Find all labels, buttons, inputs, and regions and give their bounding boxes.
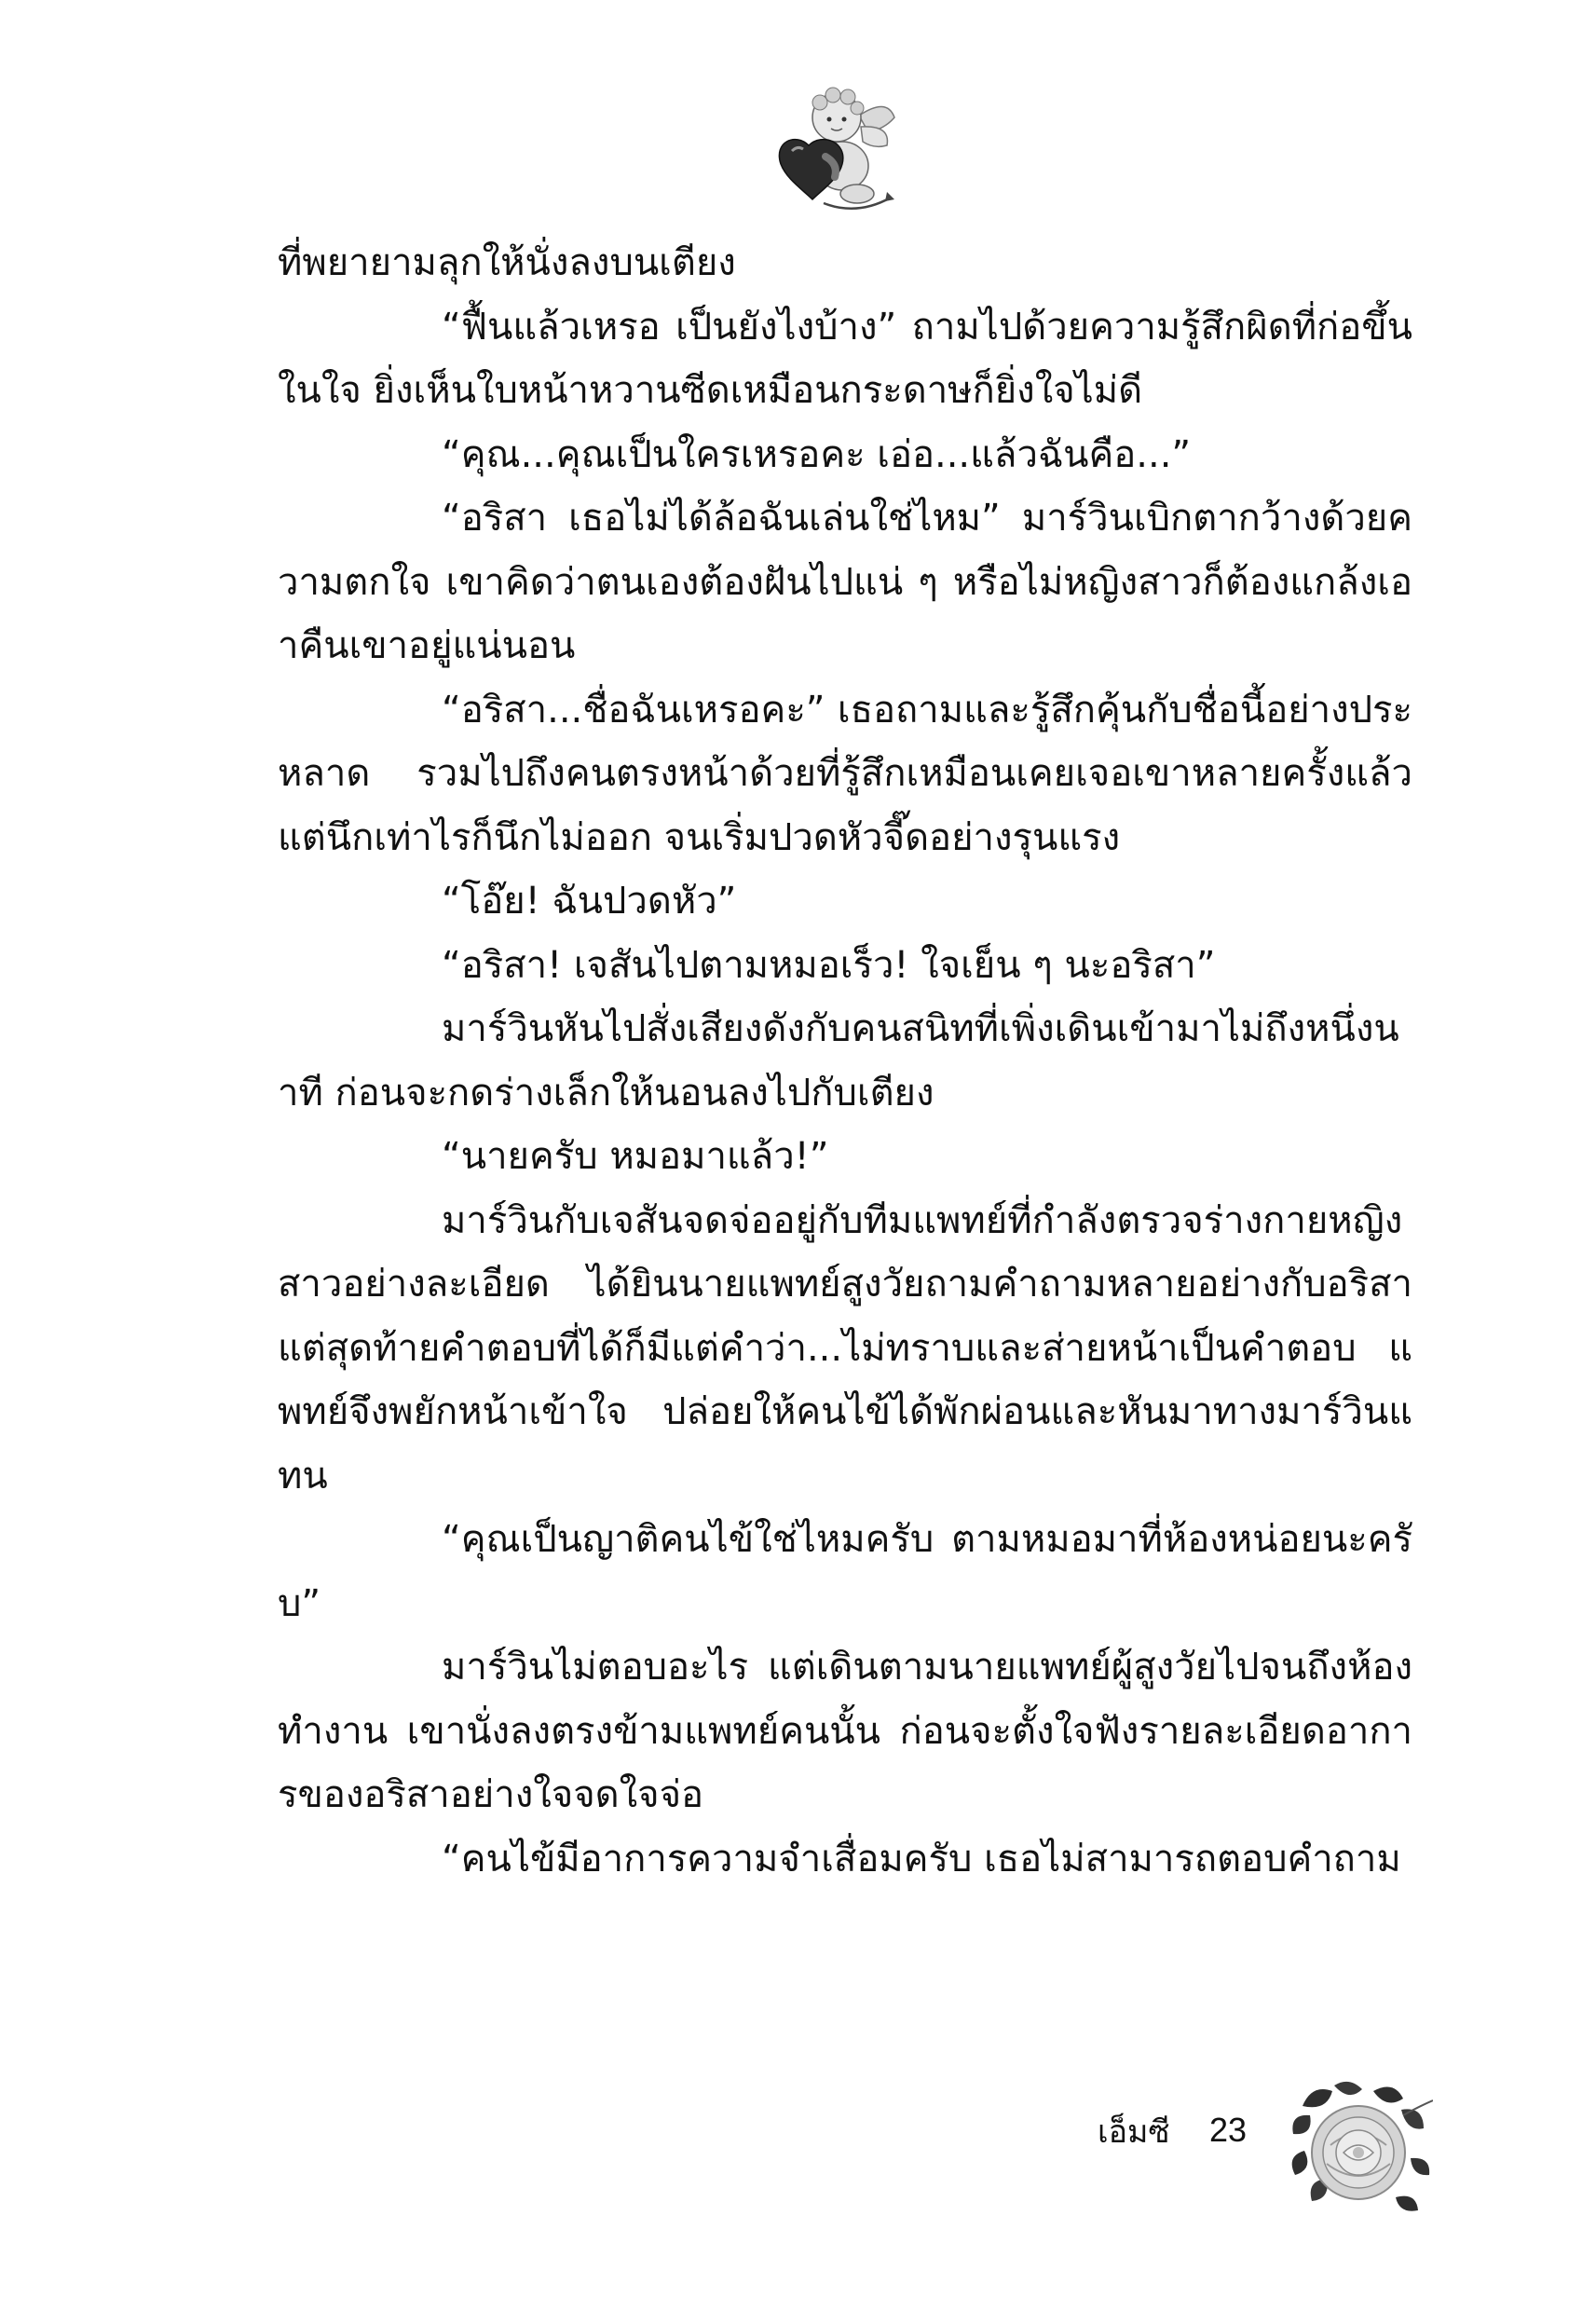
paragraph: “ฟื้นแล้วเหรอ เป็นยังไงบ้าง” ถามไปด้วยความรู้สึกผิดที่ก่อขึ้นในใจ ยิ่งเห็นใบหน้าหวานซีดเหมือนกระดาษก็ยิ่งใจไม่ดี xyxy=(278,305,1412,412)
footer-label: เอ็มซี xyxy=(1098,2113,1170,2151)
paragraph: ที่พยายามลุกให้นั่งลงบนเตียง xyxy=(278,241,736,284)
page-number: 23 xyxy=(1209,2111,1248,2149)
paragraph: “อริสา...ชื่อฉันเหรอคะ” เธอถามและรู้สึกคุ้นกับชื่อนี้อย่างประหลาด รวมไปถึงคนตรงหน้าด้วยที่รู้สึกเหมือนเคยเจอเขาหลายครั้งแล้ว แต่นึกเท่าไรก็นึกไม่ออก จนเริ่มปวดหัวจี๊ดอย่างรุนแรง xyxy=(278,688,1412,859)
paragraph: “อริสา เธอไม่ได้ล้อฉันเล่นใช่ไหม” มาร์วินเบิกตากว้างด้วยความตกใจ เขาคิดว่าตนเองต้องฝันไปแน่ ๆ หรือไม่หญิงสาวก็ต้องแกล้งเอาคืนเขาอยู่แน่นอน xyxy=(278,497,1412,667)
paragraph: “คุณ...คุณเป็นใครเหรอคะ เอ่อ...แล้วฉันคือ...” xyxy=(442,432,1192,476)
paragraph: “คุณเป็นญาติคนไข้ใช่ไหมครับ ตามหมอมาที่ห้องหน่อยนะครับ” xyxy=(278,1518,1412,1625)
paragraph: “นายครับ หมอมาแล้ว!” xyxy=(442,1135,829,1178)
paragraph: มาร์วินไม่ตอบอะไร แต่เดินตามนายแพทย์ผู้สูงวัยไปจนถึงห้องทำงาน เขานั่งลงตรงข้ามแพทย์คนนั้น ก่อนจะตั้งใจฟังรายละเอียดอาการของอริสาอย่างใจจดใจจ่อ xyxy=(278,1646,1412,1816)
paragraph: มาร์วินกับเจสันจดจ่ออยู่กับทีมแพทย์ที่กำลังตรวจร่างกายหญิงสาวอย่างละเอียด ได้ยินนายแพทย์สูงวัยถามคำถามหลายอย่างกับอริสา แต่สุดท้ายคำตอบที่ได้ก็มีแต่คำว่า...ไม่ทราบและส่ายหน้าเป็นคำตอบ แพทย์จึงพยักหน้าเข้าใจ ปล่อยให้คนไข้ได้พักผ่อนและหันมาทางมาร์วินแทน xyxy=(278,1198,1412,1497)
paragraph: “โอ๊ย! ฉันปวดหัว” xyxy=(442,880,737,923)
paragraph: มาร์วินหันไปสั่งเสียงดังกับคนสนิทที่เพิ่งเดินเข้ามาไม่ถึงหนึ่งนาที ก่อนจะกดร่างเล็กให้นอนลงไปกับเตียง xyxy=(278,1007,1399,1114)
rose-flower-icon xyxy=(1284,2078,1433,2218)
cherub-with-heart-icon xyxy=(764,80,904,215)
page-footer xyxy=(0,2078,1596,2227)
body-text xyxy=(278,231,1412,1891)
paragraph: “อริสา! เจสันไปตามหมอเร็ว! ใจเย็น ๆ นะอริสา” xyxy=(442,943,1216,987)
paragraph: “คนไข้มีอาการความจำเสื่อมครับ เธอไม่สามารถตอบคำถาม xyxy=(442,1837,1401,1880)
